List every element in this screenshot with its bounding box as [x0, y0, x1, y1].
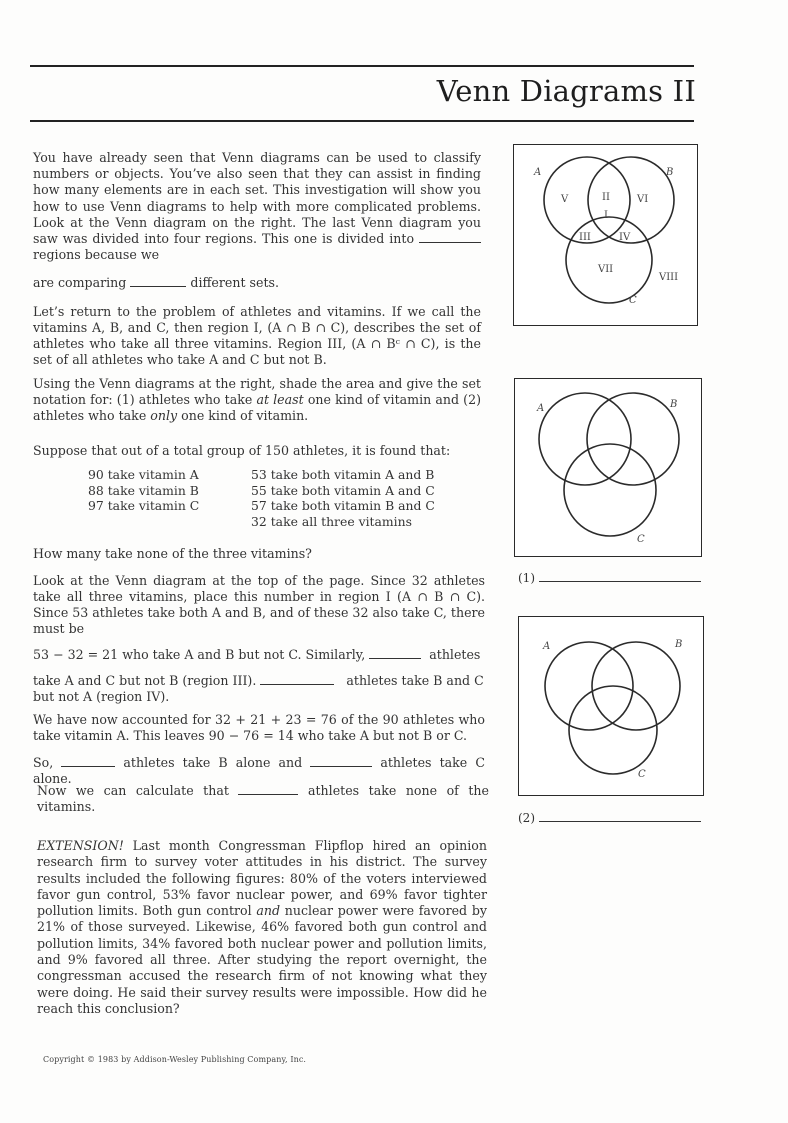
region-label-iii: III — [579, 232, 591, 243]
region-label-iv: IV — [619, 232, 631, 243]
answer-1 — [518, 570, 701, 585]
solution-paragraph — [33, 573, 485, 705]
answer-2 — [518, 810, 701, 825]
set-label-b: B — [666, 167, 674, 178]
answer-2-label: (2) — [518, 811, 535, 825]
set-label-a: A — [543, 641, 551, 652]
c-alone-blank[interactable] — [310, 755, 372, 767]
instructions-text-c: one kind of vitamin and (2) athletes who take — [33, 392, 481, 423]
instructions-emphasis-only: only — [150, 408, 178, 423]
question-text: How many take none of the three vitamins? — [33, 546, 312, 561]
answer-1-label: (1) — [518, 571, 535, 585]
extension-text-1: Last month Congressman Flipflop hired an opinion research firm to survey voter attitudes in his district. The survey results included the following figures: 80% of the voters interviewed favor gun control, 53% favor nuclear power, and 69% favor tighter pollution limits. Both gun control — [37, 838, 487, 919]
set-label-c: C — [637, 534, 645, 545]
solution-text-d: take A and C but not B (region III). — [33, 673, 257, 688]
none-count-blank[interactable] — [238, 783, 298, 795]
intro-text-2: regions because we — [33, 247, 160, 263]
sets-count-blank[interactable] — [130, 275, 186, 287]
venn-diagram-only-one-svg — [519, 617, 705, 797]
instructions-text-a: Using the Venn diagrams at the right, shade the area and give the set notation for: (1) athletes who take — [33, 376, 481, 407]
accounted-paragraph — [33, 712, 485, 744]
venn-diagram-at-least-one — [514, 378, 702, 557]
fact-item: 53 take both vitamin A and B — [251, 467, 435, 482]
solution-text-b: 53 − 32 = 21 who take A and B but not C. Similarly, — [33, 647, 366, 662]
instructions-text-e: one kind of vitamin. — [181, 408, 309, 423]
region-label-viii: VIII — [659, 272, 679, 283]
alone-text-a: So, — [33, 755, 54, 770]
suppose-paragraph — [33, 443, 481, 459]
alone-text-c: athletes take C alone. — [33, 755, 485, 786]
fact-item: 90 take vitamin A — [88, 467, 199, 482]
intro-text: You have already seen that Venn diagrams can be used to classify numbers or objects. You’ve also seen that they can assist in finding how many elements are in each set. This investigation will show you how to use Venn diagrams to help with more complicated problems. Look at the Venn diagram on the right. The last Venn diagram you saw was divided into four regions. This one is divided into — [33, 150, 481, 247]
solution-text-a: Look at the Venn diagram at the top of the page. Since 32 athletes take all three vitamins, place this number in region I (A ∩ B ∩ C). Since 53 athletes take both A and B, and of these 32 also take C, there must be — [33, 573, 485, 636]
answer-2-blank[interactable] — [539, 810, 701, 822]
solution-text-e: athletes take B and C — [346, 673, 484, 688]
region-label-vi: VI — [637, 194, 649, 205]
venn-diagram-labeled — [513, 144, 698, 326]
facts-left-column — [88, 467, 199, 514]
circle-c — [566, 217, 652, 303]
set-label-b: B — [675, 639, 683, 650]
fact-item: 32 take all three vitamins — [251, 513, 412, 529]
instructions-emphasis-at-least: at least — [256, 392, 304, 407]
fact-item: 57 take both vitamin B and C — [251, 498, 435, 513]
answer-1-blank[interactable] — [539, 570, 701, 582]
top-rule — [30, 65, 694, 67]
fact-item: 88 take vitamin B — [88, 482, 199, 498]
circle-b — [588, 157, 674, 243]
extension-label: EXTENSION! — [37, 838, 124, 853]
set-label-b: B — [670, 399, 678, 410]
circle-a — [544, 157, 630, 243]
page-title: Venn Diagrams II — [436, 74, 696, 108]
region-iv-blank[interactable] — [260, 673, 334, 685]
solution-text-c: athletes — [429, 647, 481, 662]
venn-diagram-only-one — [518, 616, 704, 796]
intro-paragraph — [33, 150, 481, 292]
fact-item: 97 take vitamin C — [88, 498, 200, 513]
suppose-text: Suppose that out of a total group of 150 athletes, it is found that: — [33, 443, 451, 458]
facts-right-column — [251, 467, 435, 529]
intro-text-3: are comparing — [33, 275, 127, 291]
extension-emphasis-and: and — [256, 903, 281, 919]
intro-text-4: different sets. — [190, 275, 279, 291]
set-label-c: C — [629, 295, 637, 306]
none-text-a: Now we can calculate that — [37, 783, 229, 798]
none-text-b: athletes take none of the vitamins. — [37, 783, 489, 814]
vitamins-paragraph — [33, 304, 481, 368]
set-label-c: C — [638, 769, 646, 780]
region-iii-blank[interactable] — [369, 647, 421, 659]
accounted-text: We have now accounted for 32 + 21 + 23 = 76 of the 90 athletes who take vitamin A. This leaves 90 − 76 = 14 who take A but not B or C. — [33, 712, 485, 743]
venn-diagram-at-least-one-svg — [515, 379, 703, 558]
question-paragraph — [33, 546, 481, 562]
none-paragraph — [37, 783, 489, 815]
alone-text-b: athletes take B alone and — [123, 755, 303, 770]
vitamins-text: Let’s return to the problem of athletes and vitamins. If we call the vitamins A, B, and C, then region I, (A ∩ B ∩ C), describes the set of athletes who take all three vitamins. Region III, (A ∩ Bᶜ ∩ C), is the set of all athletes who take A and C but not B. — [33, 304, 481, 367]
b-alone-blank[interactable] — [61, 755, 115, 767]
set-label-a: A — [534, 167, 542, 178]
region-label-ii: II — [602, 192, 610, 203]
copyright-notice: Copyright © 1983 by Addison-Wesley Publishing Company, Inc. — [43, 1055, 307, 1064]
fact-item: 55 take both vitamin A and C — [251, 482, 435, 498]
circle-a[interactable] — [539, 393, 631, 485]
set-label-a: A — [537, 403, 545, 414]
venn-diagram-labeled-svg — [514, 145, 699, 327]
regions-count-blank[interactable] — [419, 231, 481, 243]
region-label-i: I — [604, 210, 608, 221]
extension-text-2: nuclear power were favored by 21% of those surveyed. Likewise, 46% favored both gun control and pollution limits, 34% favored both nuclear power and pollution limits, and 9% favored all three. After studying the report overnight, the congressman accused the research firm of not knowing what they were doing. He said their survey results were impossible. How did he reach this conclusion? — [37, 903, 487, 1016]
region-label-v: V — [561, 194, 569, 205]
extension-paragraph — [37, 838, 487, 1017]
region-label-vii: VII — [598, 264, 614, 275]
instructions-paragraph — [33, 376, 481, 424]
circle-b[interactable] — [587, 393, 679, 485]
circle-c[interactable] — [564, 444, 656, 536]
title-rule — [30, 120, 694, 122]
solution-text-f: but not A (region IV). — [33, 689, 170, 704]
